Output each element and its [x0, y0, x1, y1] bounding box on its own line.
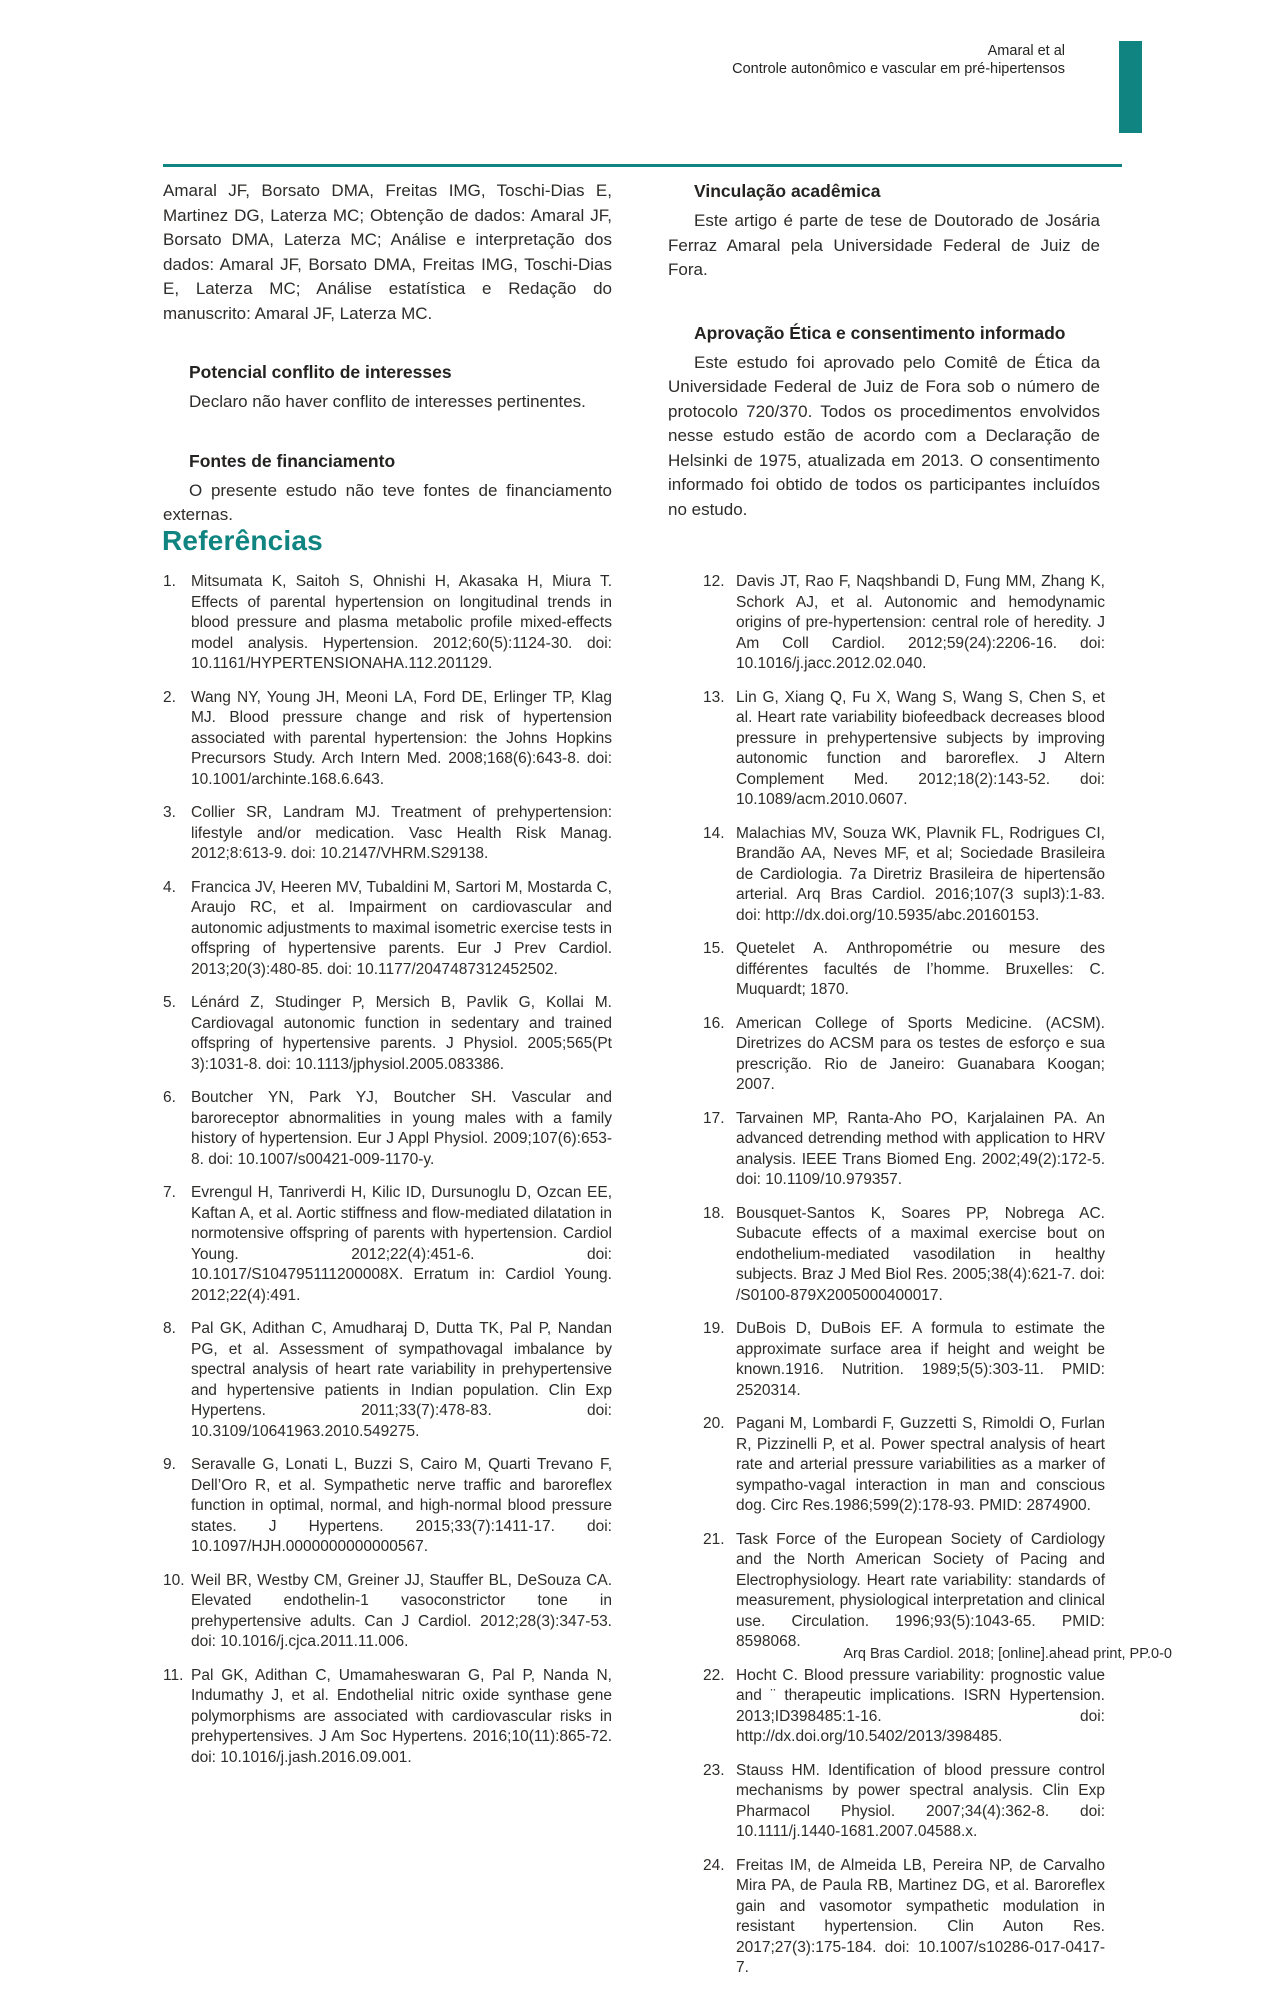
reference-text: Wang NY, Young JH, Meoni LA, Ford DE, Erlinger TP, Klag MJ. Blood pressure change and risk of hypertension associated with parental hypertension: the Johns Hopkins Precursors Study. Arch Intern Med. 2008;168(6):643-8. doi: 10.1001/archinte.168.6.643. — [191, 688, 612, 788]
reference-text: Lénárd Z, Studinger P, Mersich B, Pavlik G, Kollai M. Cardiovagal autonomic function in sedentary and trained offspring of hypertensive parents. J Physiol. 2005;565(Pt 3):1031-8. doi: 10.1113/jphysiol.2005.083386. — [191, 994, 612, 1073]
ethics-approval-title: Aprovação Ética e consentimento informado — [694, 322, 1066, 343]
references-column-right — [703, 572, 1105, 1992]
reference-item — [163, 572, 612, 675]
reference-text: Malachias MV, Souza WK, Plavnik FL, Rodrigues CI, Brandão AA, Neves MF, et al; Sociedade Brasileira de Cardiologia. 7a Diretriz Brasileira de hipertensão arterial. Arq Bras Cardiol. 2016;107(3 supl3):1-83. doi: http://dx.doi.org/10.5935/abc.20160153. — [736, 824, 1105, 924]
reference-item — [163, 1319, 612, 1442]
reference-item — [163, 803, 612, 865]
footer-journal-citation: Arq Bras Cardiol. 2018; [online].ahead print, PP.0-0 — [843, 1646, 1172, 1662]
reference-number: 9. — [163, 1456, 176, 1473]
reference-number: 14. — [703, 824, 725, 842]
reference-text: Davis JT, Rao F, Naqshbandi D, Fung MM, Zhang K, Schork AJ, et al. Autonomic and hemodynamic origins of pre-hypertension: central role of heredity. J Am Coll Cardiol. 2012;59(24):2206-16. doi: 10.1016/j.jacc.2012.02.040. — [736, 573, 1105, 672]
reference-item — [703, 572, 1105, 675]
running-head-title: Controle autonômico e vascular em pré-hipertensos — [732, 61, 1065, 77]
reference-number: 12. — [703, 573, 725, 590]
reference-text: Hocht C. Blood pressure variability: prognostic value and ¨ therapeutic implications. ISRN Hypertension. 2013;ID398485:1-16. doi: http://dx.doi.org/10.5402/2013/398485. — [736, 1666, 1105, 1745]
reference-number: 19. — [703, 1320, 725, 1337]
reference-text: Quetelet A. Anthropométrie ou mesure des différentes facultés de l’homme. Bruxelles: C. Muquardt; 1870. — [736, 940, 1105, 998]
reference-text: Stauss HM. Identification of blood pressure control mechanisms by power spectral analysis. Clin Exp Pharmacol Physiol. 2007;34(4):362-8. doi: 10.1111/j.1440-1681.2007.04588.x. — [736, 1761, 1105, 1840]
reference-item — [703, 1666, 1105, 1748]
references-column-left — [163, 572, 612, 1781]
reference-text: Pal GK, Adithan C, Umamaheswaran G, Pal P, Nanda N, Indumathy J, et al. Endothelial nitric oxide synthase gene polymorphisms are associated with cardiovascular risks in prehypertensives. J Am Soc Hypertens. 2016;10(11):865-72. doi: 10.1016/j.jash.2016.09.001. — [191, 1666, 612, 1766]
reference-item — [163, 1183, 612, 1306]
reference-text: Lin G, Xiang Q, Fu X, Wang S, Wang S, Chen S, et al. Heart rate variability biofeedback decreases blood pressure in prehypertensive subjects by improving autonomic function and baroreflex. J Altern Complement Med. 2012;18(2):143-52. doi: 10.1089/acm.2010.0607. — [736, 688, 1105, 808]
reference-item — [163, 1571, 612, 1653]
reference-text: Task Force of the European Society of Cardiology and the North American Society of Pacing and Electrophysiology. Heart rate variability: standards of measurement, physiological interpretation and clinical use. Circulation. 1996;93(5):1043-65. PMID: 8598068. — [736, 1530, 1105, 1650]
reference-text: Tarvainen MP, Ranta-Aho PO, Karjalainen PA. An advanced detrending method with application to HRV analysis. IEEE Trans Biomed Eng. 2002;49(2):172-5. doi: 10.1109/10.979357. — [736, 1109, 1105, 1188]
reference-number: 15. — [703, 940, 725, 957]
reference-item — [703, 1014, 1105, 1096]
reference-item — [163, 1455, 612, 1558]
reference-number: 24. — [703, 1856, 725, 1874]
reference-number: 6. — [163, 1089, 176, 1106]
reference-text: Boutcher YN, Park YJ, Boutcher SH. Vascular and baroreceptor abnormalities in young males with a family history of hypertension. Eur J Appl Physiol. 2009;107(6):653-8. doi: 10.1007/s00421-009-1170-y. — [191, 1089, 612, 1168]
reference-item — [703, 824, 1105, 927]
reference-text: American College of Sports Medicine. (ACSM). Diretrizes do ACSM para os testes de esforço e sua prescrição. Rio de Janeiro: Guanabara Koogan; 2007. — [736, 1014, 1105, 1093]
conflict-of-interest-title: Potencial conflito de interesses — [189, 362, 452, 382]
reference-text: Collier SR, Landram MJ. Treatment of prehypertension: lifestyle and/or medication. Vasc Health Risk Manag. 2012;8:613-9. doi: 10.2147/VHRM.S29138. — [191, 804, 612, 862]
reference-number: 17. — [703, 1109, 725, 1127]
reference-item — [163, 1666, 612, 1769]
reference-item — [703, 1530, 1105, 1653]
reference-number: 1. — [163, 573, 176, 590]
author-contributions-paragraph: Amaral JF, Borsato DMA, Freitas IMG, Toschi-Dias E, Martinez DG, Laterza MC; Obtenção de dados: Amaral JF, Borsato DMA, Laterza MC; Análise e interpretação dos dados: Amaral JF, Borsato DMA, Freitas IMG, Toschi-Dias E, Laterza MC; Análise estatística e Redação do manuscrito: Amaral JF, Laterza MC. — [163, 181, 612, 323]
running-head — [732, 42, 1065, 78]
reference-text: Evrengul H, Tanriverdi H, Kilic ID, Dursunoglu D, Ozcan EE, Kaftan A, et al. Aortic stiffness and flow-mediated dilatation in normotensive offspring of parents with hypertension. Cardiol Young. 2012;22(4):451-6. doi: 10.1017/S104795111200008X. Erratum in: Cardiol Young. 2012;22(4):491. — [191, 1184, 612, 1304]
reference-number: 11. — [163, 1666, 184, 1684]
reference-number: 7. — [163, 1184, 176, 1201]
reference-item — [703, 1109, 1105, 1191]
reference-number: 2. — [163, 688, 176, 706]
funding-sources-body: O presente estudo não teve fontes de financiamento externas. — [163, 480, 612, 524]
funding-sources-title: Fontes de financiamento — [189, 450, 396, 471]
reference-number: 20. — [703, 1415, 725, 1432]
reference-number: 23. — [703, 1761, 725, 1779]
reference-number: 21. — [703, 1530, 725, 1548]
reference-item — [163, 688, 612, 791]
reference-text: Seravalle G, Lonati L, Buzzi S, Cairo M, Quarti Trevano F, Dell’Oro R, et al. Sympathetic nerve traffic and baroreflex function in optimal, normal, and high-normal blood pressure states. J Hypertens. 2015;33(7):1411-17. doi: 10.1097/HJH.0000000000000567. — [191, 1456, 612, 1555]
reference-number: 13. — [703, 688, 725, 706]
reference-item — [703, 1319, 1105, 1401]
academic-association-body: Este artigo é parte de tese de Doutorado de Josária Ferraz Amaral pela Universidade Federal de Juiz de Fora. — [668, 211, 1100, 279]
reference-text: DuBois D, DuBois EF. A formula to estimate the approximate surface area if height and weight be known.1916. Nutrition. 1989;5(5):303-11. PMID: 2520314. — [736, 1320, 1105, 1399]
reference-text: Pagani M, Lombardi F, Guzzetti S, Rimoldi O, Furlan R, Pizzinelli P, et al. Power spectral analysis of heart rate and arterial pressure variabilities as a marker of sympatho-vagal interaction in man and conscious dog. Circ Res.1986;599(2):178-93. PMID: 2874900. — [736, 1415, 1105, 1514]
reference-item — [703, 1204, 1105, 1307]
reference-number: 8. — [163, 1320, 176, 1337]
reference-text: Weil BR, Westby CM, Greiner JJ, Stauffer BL, DeSouza CA. Elevated endothelin-1 vasoconstrictor tone in prehypertensive adults. Can J Cardiol. 2012;28(3):347-53. doi: 10.1016/j.cjca.2011.11.006. — [191, 1571, 612, 1650]
reference-text: Bousquet-Santos K, Soares PP, Nobrega AC. Subacute effects of a maximal exercise bout on endothelium-mediated vasodilation in healthy subjects. Braz J Med Biol Res. 2005;38(4):621-7. doi: /S0100-879X2005000400017. — [736, 1204, 1105, 1304]
reference-text: Pal GK, Adithan C, Amudharaj D, Dutta TK, Pal P, Nandan PG, et al. Assessment of sympathovagal imbalance by spectral analysis of heart rate variability in prehypertensive and hypertensive patients in Indian population. Clin Exp Hypertens. 2011;33(7):478-83. doi: 10.3109/10641963.2010.549275. — [191, 1320, 612, 1440]
reference-number: 22. — [703, 1666, 725, 1684]
reference-number: 4. — [163, 878, 176, 896]
right-column — [668, 179, 1100, 522]
reference-number: 18. — [703, 1204, 725, 1222]
reference-number: 10. — [163, 1571, 185, 1589]
academic-association-title: Vinculação acadêmica — [694, 181, 881, 201]
reference-item — [163, 993, 612, 1075]
reference-item — [703, 939, 1105, 1001]
ethics-approval-body: Este estudo foi aprovado pelo Comitê de Ética da Universidade Federal de Juiz de Fora sob o número de protocolo 720/370. Todos os procedimentos envolvidos nesse estudo estão de acordo com a Declaração de Helsinki de 1975, atualizada em 2013. O consentimento informado foi obtido de todos os participantes incluídos no estudo. — [668, 352, 1100, 519]
left-column — [163, 179, 612, 528]
reference-item — [703, 1761, 1105, 1843]
reference-text: Francica JV, Heeren MV, Tubaldini M, Sartori M, Mostarda C, Araujo RC, et al. Impairment on cardiovascular and autonomic adjustments to maximal isometric exercise tests in offspring of hypertensive parents. Eur J Prev Cardiol. 2013;20(3):480-85. doi: 10.1177/2047487312452502. — [191, 878, 612, 978]
reference-item — [703, 688, 1105, 811]
reference-item — [703, 1414, 1105, 1517]
top-divider-rule — [163, 164, 1122, 167]
reference-number: 16. — [703, 1014, 725, 1032]
reference-item — [163, 1088, 612, 1170]
reference-text: Mitsumata K, Saitoh S, Ohnishi H, Akasaka H, Miura T. Effects of parental hypertension on longitudinal trends in blood pressure and plasma metabolic profile mixed-effects model analysis. Hypertension. 2012;60(5):1124-30. doi: 10.1161/HYPERTENSIONAHA.112.201129. — [191, 573, 612, 672]
conflict-of-interest-body: Declaro não haver conflito de interesses pertinentes. — [189, 392, 586, 411]
reference-item — [163, 878, 612, 981]
reference-item — [703, 1856, 1105, 1979]
reference-text: Freitas IM, de Almeida LB, Pereira NP, de Carvalho Mira PA, de Paula RB, Martinez DG, et al. Baroreflex gain and vasomotor sympathetic modulation in resistant hypertension. Clin Auton Res. 2017;27(3):175-184. doi: 10.1007/s10286-017-0417-7. — [736, 1856, 1105, 1976]
running-head-authors: Amaral et al — [987, 43, 1065, 59]
header-accent-bar — [1119, 41, 1142, 133]
reference-number: 5. — [163, 994, 176, 1011]
references-section-title: Referências — [162, 525, 323, 556]
reference-number: 3. — [163, 804, 176, 821]
